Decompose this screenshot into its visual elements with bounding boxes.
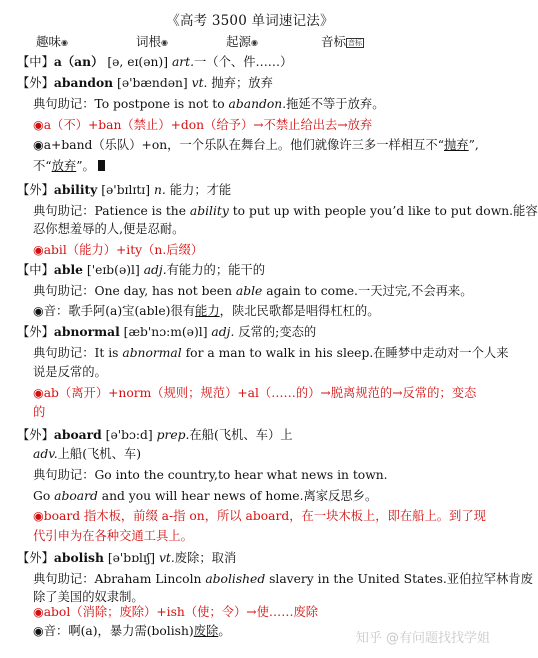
circle-mark-icon: ◉	[251, 38, 258, 47]
example-sentence: 忍你想羞辱的人,便是忍耐。	[33, 222, 185, 237]
phonetic-box-icon: 音标	[348, 39, 363, 47]
legend-origin: 起源◉	[226, 34, 258, 49]
phonetic-note: ◉音：歌手阿(a)宝(able)很有能力，陕北民歌都是唱得杠杠的。	[33, 304, 380, 319]
example-sentence: 典句助记：Go into the country,to hear what news in town.	[33, 467, 388, 482]
page-title: 《高考 3500 单词速记法》	[166, 13, 334, 29]
entry-heading: 【中】a（an） [ə, eɪ(ən)] art.一（个、件……）	[17, 54, 293, 69]
circle-mark-icon: ◉	[61, 38, 68, 47]
root-note: ◉abol（消除；废除）+ish（使；令）→使……废除	[33, 605, 319, 620]
watermark: 知乎 @有问题找找学姐	[355, 631, 490, 646]
origin-note: ◉board 指木板，前缀 a-指 on，所以 aboard，在一块木板上，即在船上。到了现	[33, 509, 486, 524]
marker-legend	[36, 32, 466, 48]
entry-heading: 【外】abandon [ə'bændən] vt. 抛弃；放弃	[17, 75, 273, 91]
phonetic-note: ◉音：啊(a)，暴力需(bolish)废除。	[33, 624, 231, 638]
root-note: ◉a（不）+ban（禁止）+don（给予）→不禁止给出去→放弃	[33, 117, 373, 132]
example-sentence: 典句助记：It is abnormal for a man to walk in his sleep.在睡梦中走动对一个人来	[33, 345, 509, 360]
root-note: 的	[33, 405, 46, 420]
fun-note: 不“放弃”。	[33, 157, 105, 175]
entry-heading: 【外】aboard [ə'bɔ:d] prep.在船(飞机、车）上	[17, 426, 293, 442]
fun-note: ◉a+band（乐队）+on，一个乐队在舞台上。他们就像许三多一样相互不“抛弃”,	[33, 138, 479, 153]
circle-mark-icon: ◉	[161, 38, 168, 47]
entry-heading: 【外】ability [ə'bɪlɪtɪ] n. 能力；才能	[17, 182, 232, 197]
example-sentence: 典句助记：One day, has not been able again to come.一天过完,不会再来。	[33, 283, 473, 298]
example-sentence: 典句助记：Abraham Lincoln abolished slavery in the United States.亚伯拉罕林肯废	[33, 571, 533, 586]
origin-note: 代引申为在各种交通工具上。	[33, 528, 193, 543]
example-sentence: 典句助记：To postpone is not to abandon.拖延不等于放弃。	[33, 97, 385, 112]
cursor-block-icon	[98, 160, 105, 171]
example-sentence: 典句助记：Patience is the ability to put up with people you’d like to put down.能容	[33, 203, 538, 218]
example-sentence: 除了美国的奴隶制。	[33, 590, 144, 605]
legend-root: 词根◉	[136, 34, 168, 49]
legend-phonetic: 音标 音标	[321, 34, 363, 49]
root-note: ◉ab（离开）+norm（规则；规范）+al（……的）→脱离规范的→反常的；变态	[33, 385, 477, 400]
entry-heading: 【外】abnormal [æb'nɔ:m(ə)l] adj. 反常的;变态的	[17, 324, 317, 340]
entry-heading: 【中】able ['eɪb(ə)l] adj.有能力的；能干的	[17, 262, 266, 278]
entry-sense: adv.上船(飞机、车)	[33, 447, 141, 462]
legend-fun: 趣味◉	[36, 34, 68, 49]
root-note: ◉abil（能力）+ity（n.后缀）	[33, 242, 204, 257]
example-sentence: Go aboard and you will hear news of home.离家反思乡。	[33, 488, 378, 503]
example-sentence: 说是反常的。	[33, 365, 107, 380]
entry-heading: 【外】abolish [ə'bɒlɪʃ] vt.废除；取消	[17, 550, 237, 566]
